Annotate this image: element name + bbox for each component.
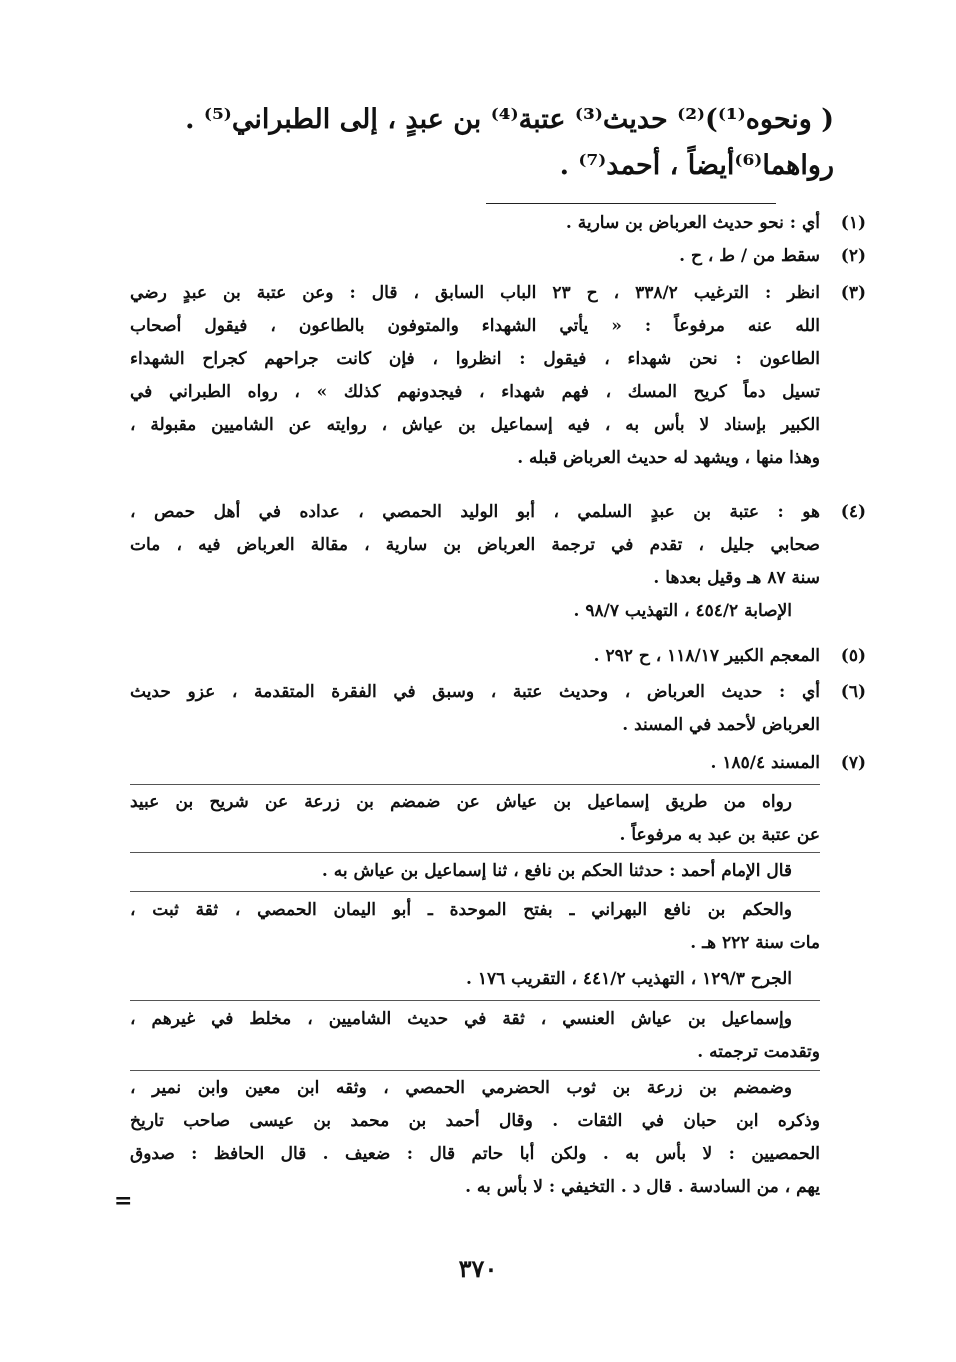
footnote-number: (٢): [840, 246, 866, 266]
footnote-line: أي : نحو حديث العرباض بن سارية .: [565, 213, 820, 233]
footnote-3: [130, 277, 866, 475]
footnote-line: المعجم الكبير ١١٨/١٧ ، ح ٢٩٢ .: [593, 646, 820, 666]
commentary-line: والحكم بن نافع البهراني ـ بفتح الموحدة ـ أبو اليمان الحمصي ، ثقة ثبت ،: [130, 900, 792, 920]
footnote-5: [130, 640, 866, 673]
footnote-line: الإصابة ٤٥٤/٢ ، التهذيب ٩٨/٧ .: [573, 601, 792, 621]
footnote-number: (٥): [840, 646, 866, 666]
footnote-number: (١): [840, 213, 866, 233]
commentary-paragraph-3: [130, 894, 820, 960]
commentary-line: الجرح ١٢٩/٣ ، التهذيب ٤٤١/٢ ، التقريب ١٧٦ .: [465, 969, 792, 989]
continuation-mark: =: [114, 1188, 133, 1214]
footnote-line: أي : حديث العرباض ، وحديث عتبة ، وسبق في الفقرة المتقدمة ، عزو حديث: [130, 682, 820, 702]
section-divider: [130, 1000, 820, 1001]
commentary-line: مات سنة ٢٢٢ هـ .: [690, 933, 820, 953]
footnote-number: (٧): [840, 753, 866, 773]
commentary-line: عن عتبة بن عبد به مرفوعاً .: [619, 825, 820, 845]
footnote-line: الكبير بإسناد لا بأس به ، فيه إسماعيل بن عياش ، روايته عن الشاميين مقبولة ،: [130, 415, 820, 435]
footnote-2: [130, 240, 866, 273]
footnote-line: الطاعون : نحن شهداء ، فيقول : انظروا ، فإن كانت جراحهم كجراح الشهداء: [130, 349, 820, 369]
footnote-line: العرباض لأحمد في المسند .: [622, 715, 820, 735]
commentary-line: رواه من طريق إسماعيل بن عياش عن ضمضم بن زرعة عن شريح بن عبيد: [130, 792, 792, 812]
footnote-7: [130, 747, 866, 780]
commentary-line: وضمضم بن زرعة بن ثوب الحضرمي الحمصي ، وثقه ابن معين وابن نمير ،: [130, 1078, 792, 1098]
footnote-line: سنة ٨٧ هـ وقيل بعدها .: [653, 568, 820, 588]
commentary-paragraph-4: [130, 963, 820, 996]
main-text-line-1: ( ونحوه⁽¹⁾)⁽²⁾ حديث⁽³⁾ عتبة⁽⁴⁾ بن عبدٍ ، إلى الطبراني⁽⁵⁾ .: [185, 104, 834, 135]
page-number: ٣٧٠: [458, 1254, 498, 1283]
commentary-line: وذكره ابن حبان في الثقات . وقال أحمد بن محمد بن عيسى صاحب تاريخ: [130, 1111, 820, 1131]
footnote-line: سقط من / ط ، ح .: [679, 246, 820, 266]
commentary-line: وتقدمت ترجمته .: [697, 1042, 820, 1062]
commentary-paragraph-2: [130, 855, 820, 888]
commentary-paragraph-5: [130, 1003, 820, 1069]
commentary-line: قال الإمام أحمد : حدثنا الحكم بن نافع ، ثنا إسماعيل بن عياش به .: [321, 861, 792, 881]
footnote-separator-rule: [486, 203, 776, 204]
footnote-1: [130, 207, 866, 240]
footnote-line: وهذا منها ، ويشهد له حديث العرباض قبله .: [517, 448, 820, 468]
main-text-line-2: رواهما⁽⁶⁾أيضاً ، أحمد⁽⁷⁾ .: [559, 150, 834, 181]
footnote-number: (٦): [840, 682, 866, 702]
commentary-paragraph-1: [130, 786, 820, 852]
footnote-6: [130, 676, 866, 742]
section-divider: [130, 784, 820, 785]
commentary-paragraph-6: [130, 1072, 820, 1204]
footnote-line: صحابي جليل ، تقدم في ترجمة العرباض بن سارية ، مقالة العرباض فيه ، مات: [130, 535, 820, 555]
footnote-number: (٤): [840, 502, 866, 522]
section-divider: [130, 891, 820, 892]
footnote-line: تسيل دماً كريح المسك ، فهم شهداء ، فيجدونهم كذلك » ، رواه الطبراني في: [130, 382, 820, 402]
footnote-4: [130, 496, 866, 628]
footnote-line: انظر : الترغيب ٣٣٨/٢ ، ح ٢٣ الباب السابق ، قال : وعن عتبة بن عبدٍ رضي: [130, 283, 821, 303]
footnote-line: الله عنه مرفوعاً : « يأتي الشهداء والمتوفون بالطاعون ، فيقول أصحاب: [130, 316, 820, 336]
footnote-number: (٣): [840, 283, 866, 303]
section-divider: [130, 1070, 820, 1071]
footnote-line: المسند ١٨٥/٤ .: [710, 753, 820, 773]
commentary-line: يهم ، من السادسة . قال د . التخيفي : لا بأس به .: [465, 1177, 820, 1197]
footnote-line: هو : عتبة بن عبدٍ السلمي ، أبو الوليد الحمصي ، عداده في أهل حمص ،: [130, 502, 820, 522]
commentary-line: الحمصيين : لا بأس به . ولكن أبا حاتم قال : ضعيف . قال الحافظ : صدوق: [130, 1144, 820, 1164]
commentary-line: وإسماعيل بن عياش العنسي ، ثقة في حديث الشاميين ، مخلط في غيرهم ،: [130, 1009, 792, 1029]
section-divider: [130, 852, 820, 853]
